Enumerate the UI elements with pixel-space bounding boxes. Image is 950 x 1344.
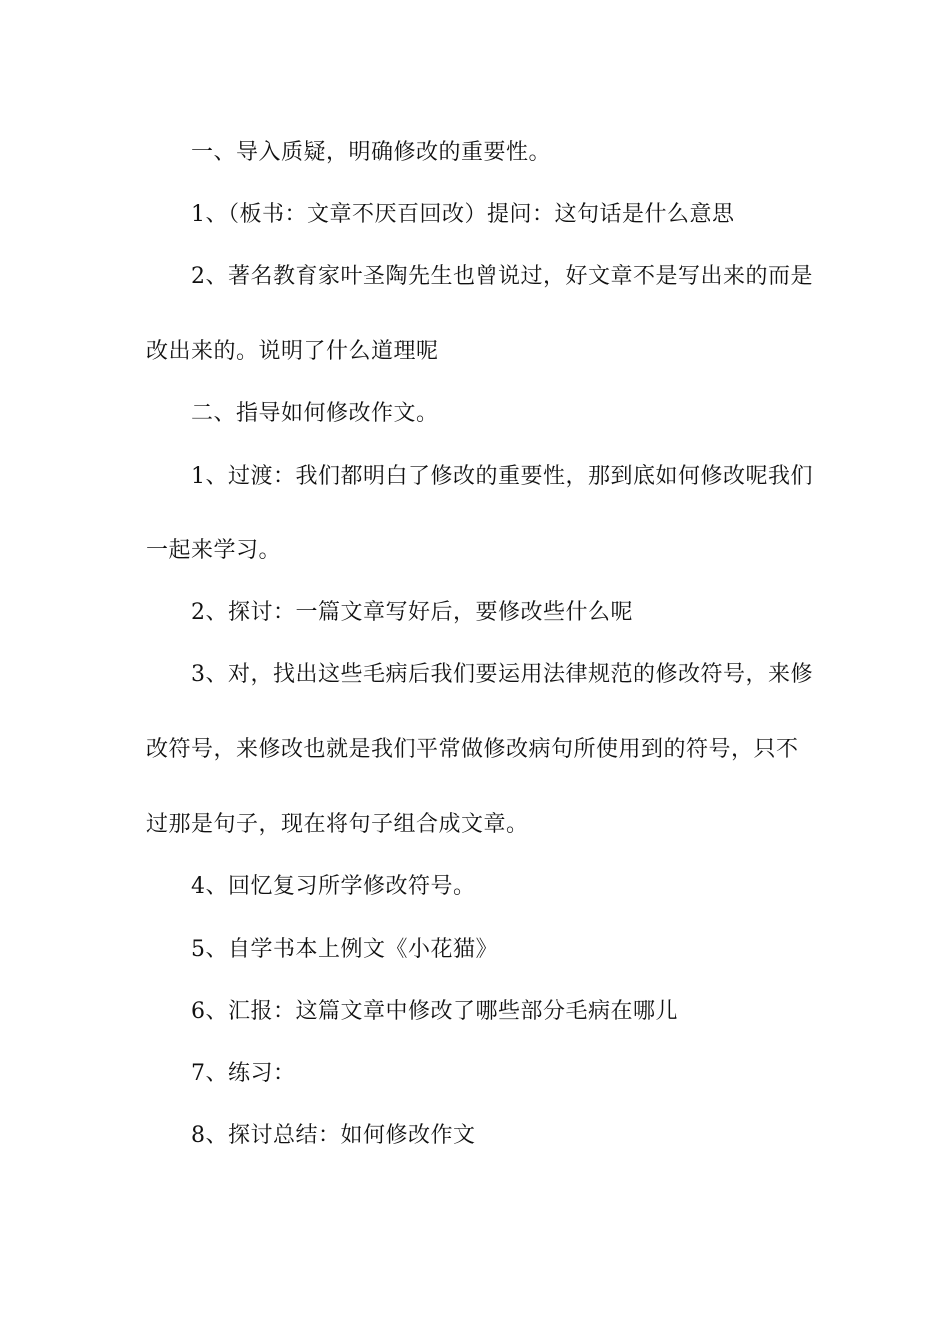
section-heading-1: 一、导入质疑，明确修改的重要性。 xyxy=(191,140,552,165)
paragraph-line: 改符号，来修改也就是我们平常做修改病句所使用到的符号，只不 xyxy=(146,737,799,762)
paragraph-line: 改出来的。说明了什么道理呢 xyxy=(146,339,439,364)
paragraph-line: 4、回忆复习所学修改符号。 xyxy=(191,874,476,899)
section-heading-2: 二、指导如何修改作文。 xyxy=(191,401,439,426)
paragraph-line: 7、练习： xyxy=(191,1061,296,1086)
paragraph-line: 过那是句子，现在将句子组合成文章。 xyxy=(146,812,529,837)
paragraph-line: 5、自学书本上例文《小花猫》 xyxy=(191,937,498,962)
paragraph-line: 6、汇报：这篇文章中修改了哪些部分毛病在哪儿 xyxy=(191,999,678,1024)
paragraph-line: 1、（板书：文章不厌百回改）提问：这句话是什么意思 xyxy=(191,202,735,227)
paragraph-line: 8、探讨总结：如何修改作文 xyxy=(191,1123,476,1148)
paragraph-line: 3、对，找出这些毛病后我们要运用法律规范的修改符号，来修 xyxy=(191,662,813,687)
paragraph-line: 1、过渡：我们都明白了修改的重要性，那到底如何修改呢我们 xyxy=(191,464,813,489)
paragraph-line: 2、著名教育家叶圣陶先生也曾说过，好文章不是写出来的而是 xyxy=(191,264,813,289)
paragraph-line: 2、探讨：一篇文章写好后，要修改些什么呢 xyxy=(191,600,633,625)
paragraph-line: 一起来学习。 xyxy=(146,538,282,563)
